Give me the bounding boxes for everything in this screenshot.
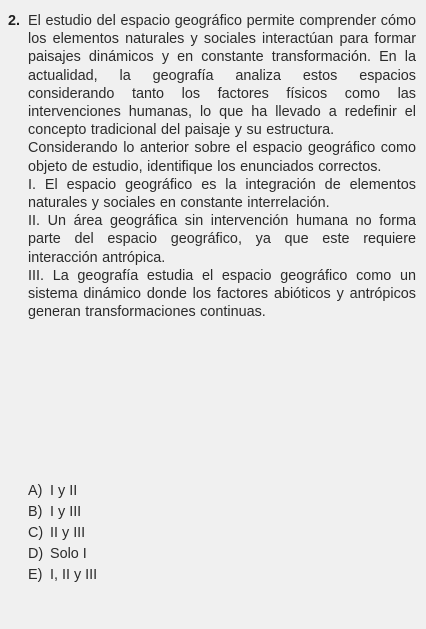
option-letter: C) [28,525,44,541]
question-number: 2. [8,13,21,29]
option-text: I, II y III [50,567,98,583]
option-c[interactable] [28,523,97,544]
option-a[interactable] [28,481,97,502]
option-letter: D) [28,546,44,562]
option-d[interactable] [28,544,97,565]
option-text: I y II [50,483,78,499]
answer-options [28,481,97,586]
question-body [28,12,416,321]
option-letter: A) [28,483,43,499]
option-e[interactable] [28,565,97,586]
option-letter: E) [28,567,43,583]
option-text: I y III [50,504,82,520]
option-text: Solo I [50,546,87,562]
option-b[interactable] [28,502,97,523]
option-letter: B) [28,504,43,520]
statement-iii: III. La geografía estudia el espacio geográfico como un sistema dinámico donde los factores abióticos y antrópicos generan transformaciones continuas. [28,267,416,321]
option-text: II y III [50,525,86,541]
question-prompt: Considerando lo anterior sobre el espacio geográfico como objeto de estudio, identifique los enunciados correctos. [28,140,416,175]
question-block [8,12,416,321]
question-intro: El estudio del espacio geográfico permite comprender cómo los elementos naturales y sociales interactúan para formar paisajes dinámicos y en constante transformación. En la actualidad, la geografía analiza estos espacios considerando tanto los factores físicos como las intervenciones humanas, lo que ha llevado a redefinir el concepto tradicional del paisaje y su estructura. [28,13,416,139]
statement-ii: II. Un área geográfica sin intervención humana no forma parte del espacio geográfico, ya que este requiere interacción antrópica. [28,213,416,266]
statement-i: I. El espacio geográfico es la integración de elementos naturales y sociales en constante interrelación. [28,176,416,212]
